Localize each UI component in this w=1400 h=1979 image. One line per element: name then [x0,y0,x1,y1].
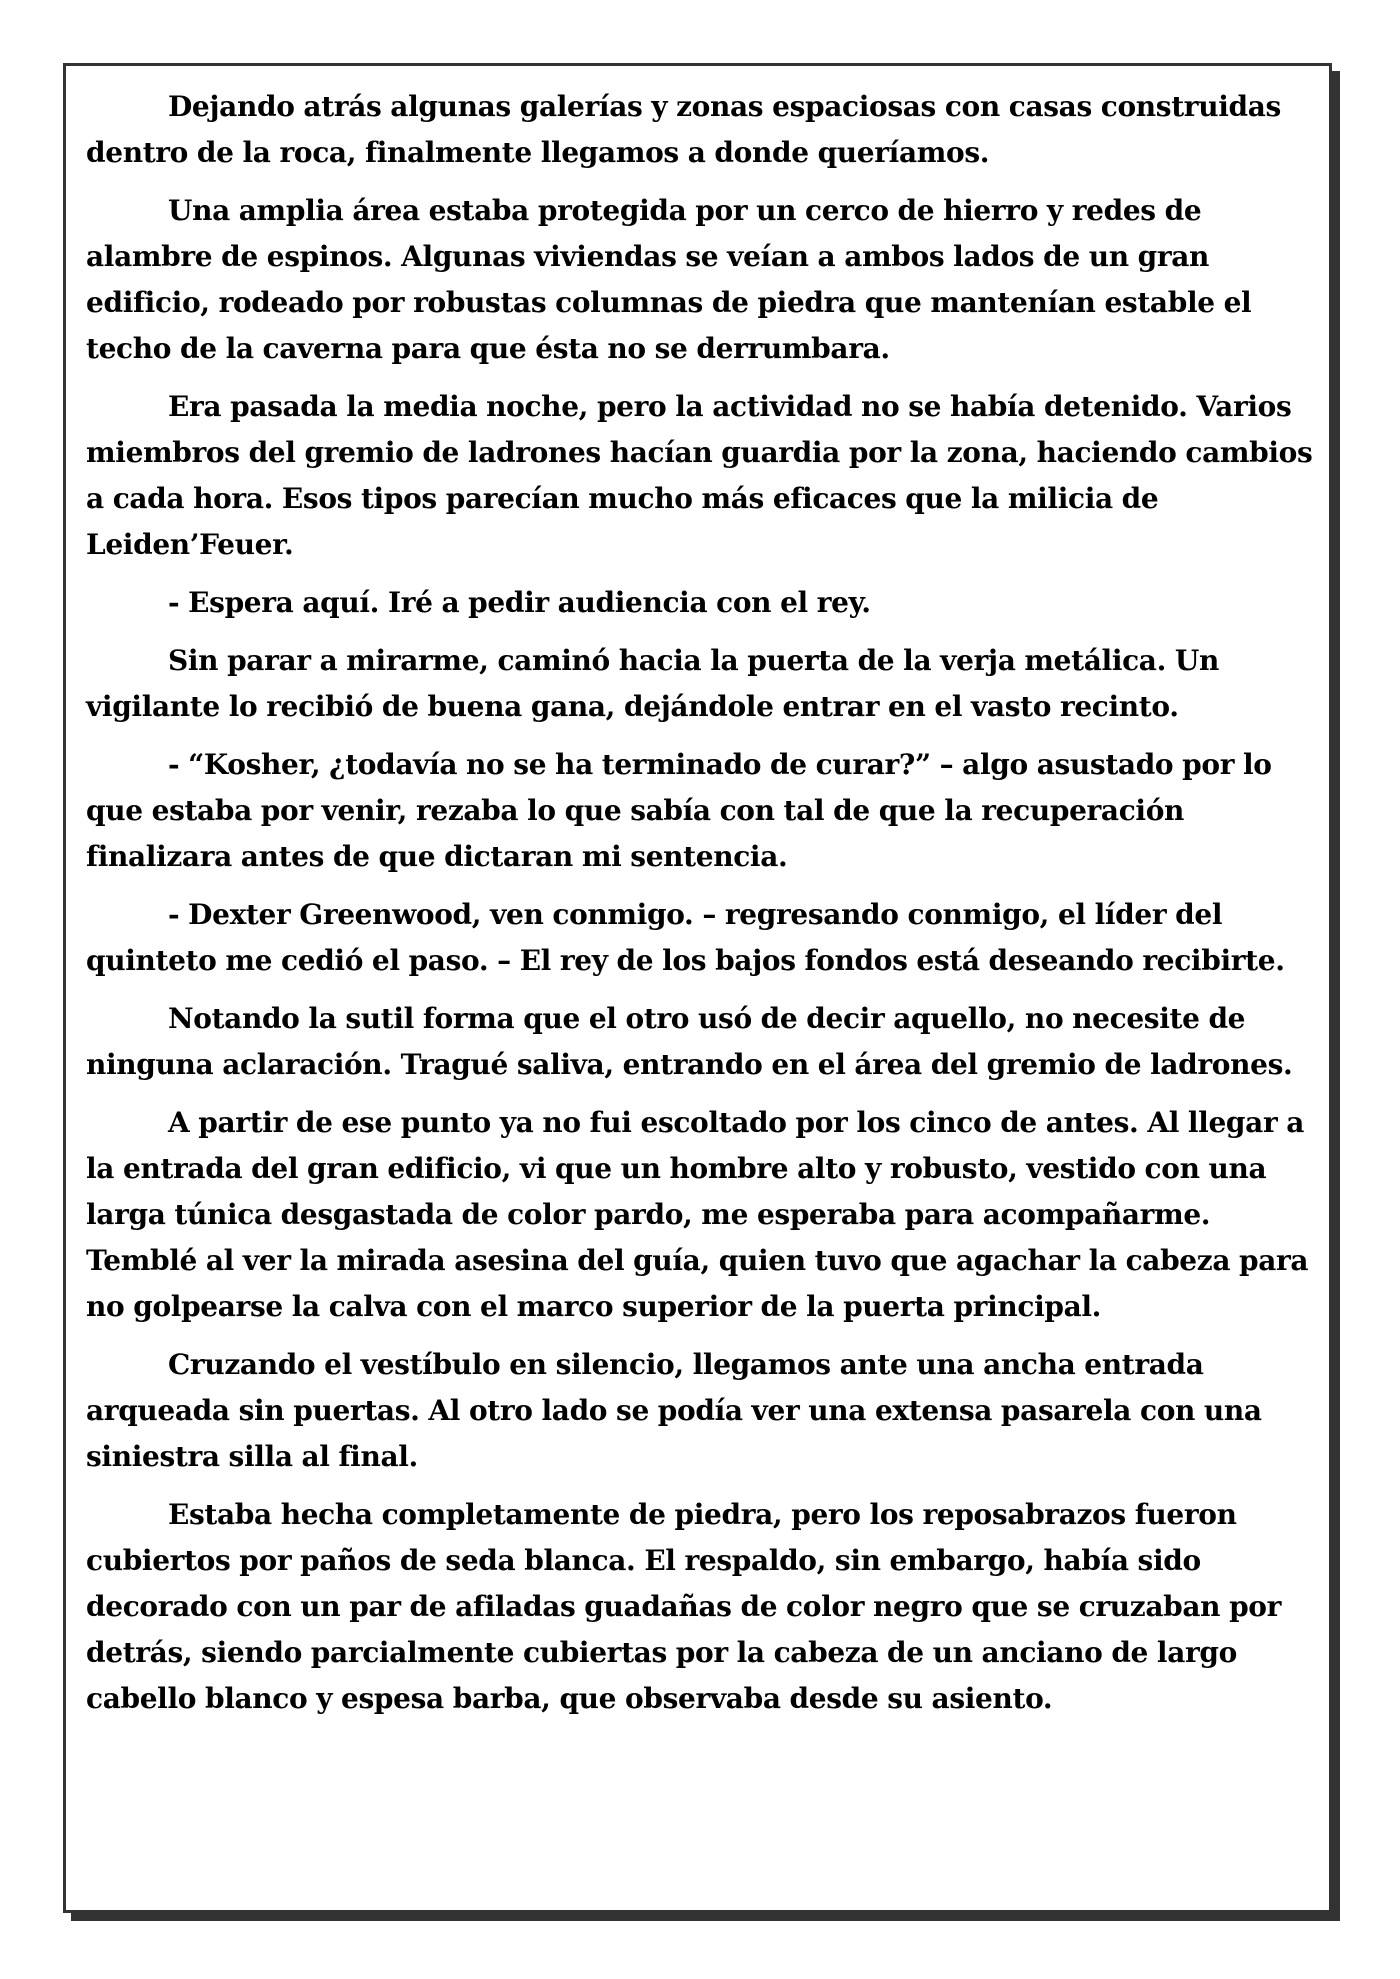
paragraph-1: Dejando atrás algunas galerías y zonas espaciosas con casas construidas dentro de la roca, finalmente llegamos a donde queríamos. [86,90,1281,169]
paragraph-9: A partir de ese punto ya no fui escoltado por los cinco de antes. Al llegar a la entrada del gran edificio, vi que un hombre alto y robusto, vestido con una larga túnica desgastada de color pardo, me esperaba para acompañarme. Temblé al ver la mirada asesina del guía, quien tuvo que agachar la cabeza para no golpearse la calva con el marco superior de la puerta principal. [86,1106,1309,1323]
paragraph-2: Una amplia área estaba protegida por un cerco de hierro y redes de alambre de espinos. Algunas viviendas se veían a ambos lados de un gran edificio, rodeado por robustas columnas de piedra que mantenían estable el techo de la caverna para que ésta no se derrumbara. [86,194,1252,365]
document-body [86,84,1317,1734]
page-frame [63,63,1332,1913]
paragraph-6: - “Kosher, ¿todavía no se ha terminado de curar?” – algo asustado por lo que estaba por venir, rezaba lo que sabía con tal de que la recuperación finalizara antes de que dictaran mi sentencia. [86,748,1272,873]
paragraph-11: Estaba hecha completamente de piedra, pero los reposabrazos fueron cubiertos por paños de seda blanca. El respaldo, sin embargo, había sido decorado con un par de afiladas guadañas de color negro que se cruzaban por detrás, siendo parcialmente cubiertas por la cabeza de un anciano de largo cabello blanco y espesa barba, que observaba desde su asiento. [86,1498,1282,1715]
paragraph-3: Era pasada la media noche, pero la actividad no se había detenido. Varios miembros del gremio de ladrones hacían guardia por la zona, haciendo cambios a cada hora. Esos tipos parecían mucho más eficaces que la milicia de Leiden’Feuer. [86,390,1313,561]
paragraph-5: Sin parar a mirarme, caminó hacia la puerta de la verja metálica. Un vigilante lo recibió de buena gana, dejándole entrar en el vasto recinto. [86,644,1219,723]
paragraph-7: - Dexter Greenwood, ven conmigo. – regresando conmigo, el líder del quinteto me cedió el paso. – El rey de los bajos fondos está deseando recibirte. [86,898,1285,977]
paragraph-4: - Espera aquí. Iré a pedir audiencia con el rey. [168,586,871,619]
paragraph-8: Notando la sutil forma que el otro usó de decir aquello, no necesite de ninguna aclaración. Tragué saliva, entrando en el área del gremio de ladrones. [86,1002,1293,1081]
paragraph-10: Cruzando el vestíbulo en silencio, llegamos ante una ancha entrada arqueada sin puertas. Al otro lado se podía ver una extensa pasarela con una siniestra silla al final. [86,1348,1262,1473]
